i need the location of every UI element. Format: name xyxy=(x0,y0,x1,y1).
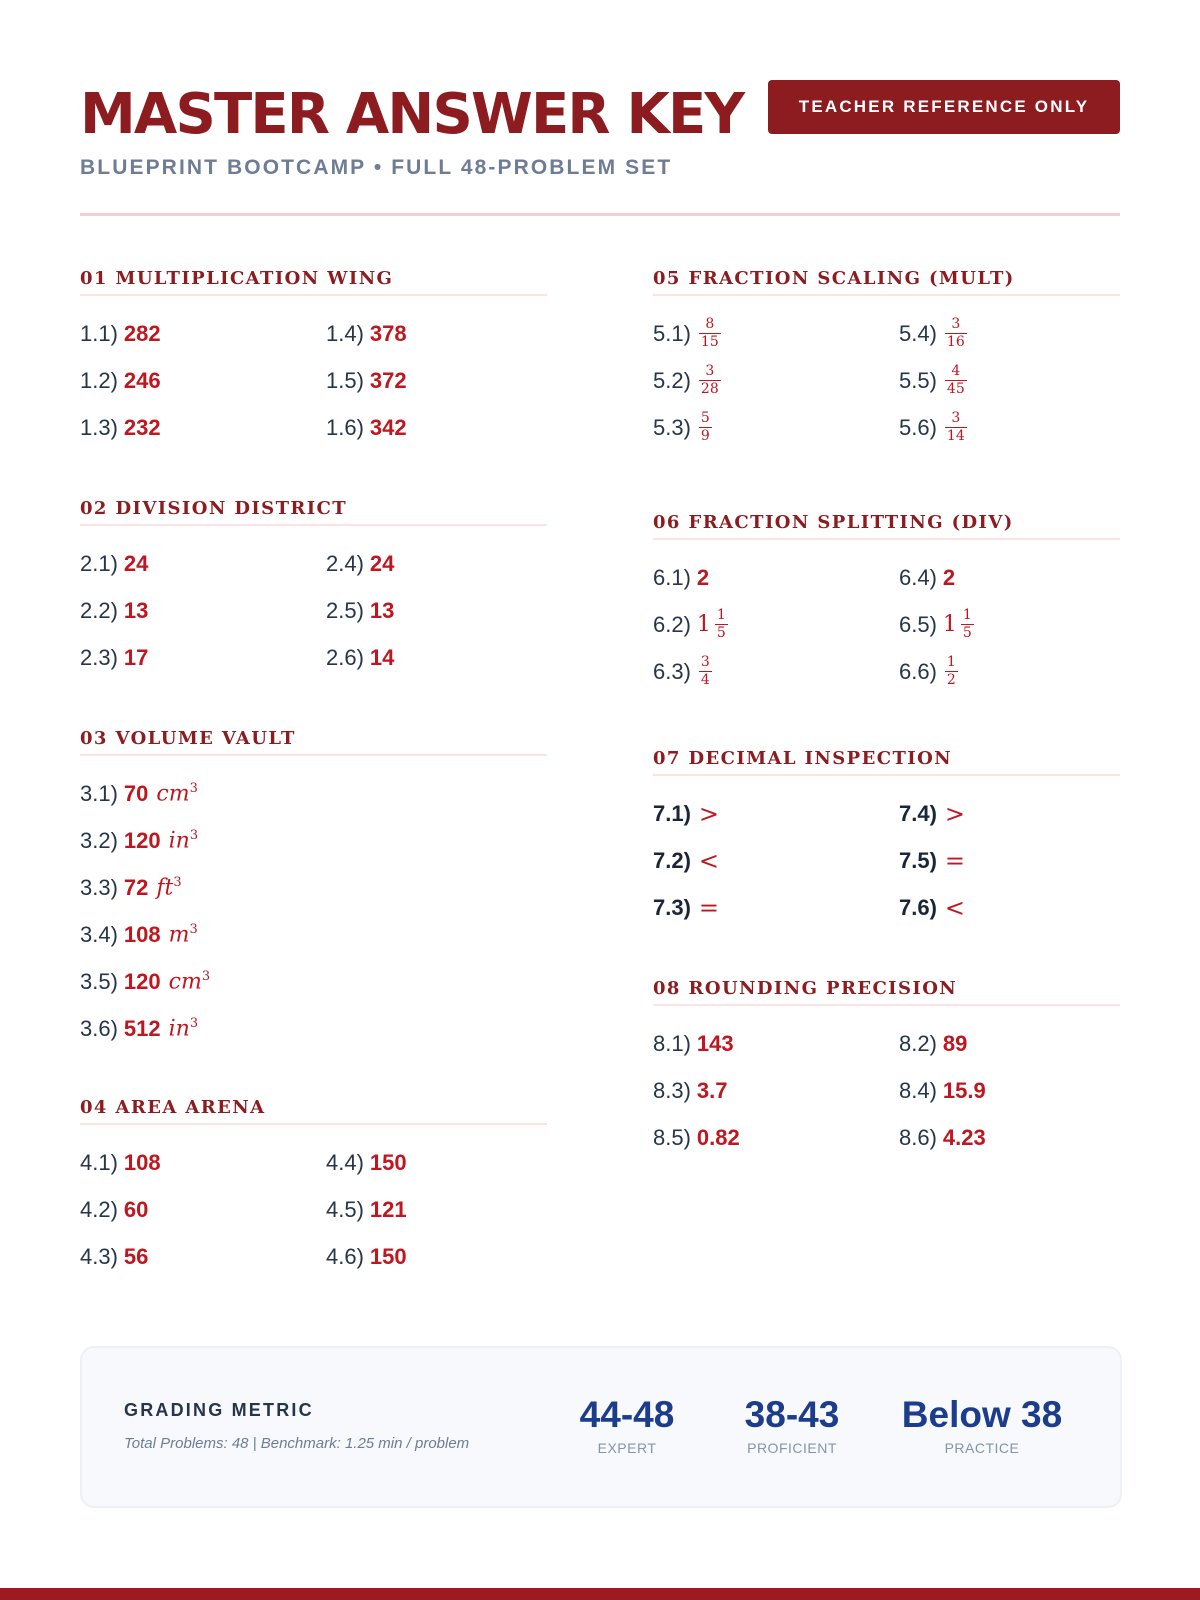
fraction-numerator: 1 xyxy=(962,607,972,623)
answer-label: 4.6) xyxy=(326,1243,364,1269)
answer-item xyxy=(80,770,547,817)
answer-item xyxy=(899,1020,1120,1067)
fraction-denominator: 15 xyxy=(700,334,719,350)
answer-value: 56 xyxy=(123,1243,149,1269)
answer-value: 24 xyxy=(369,550,395,576)
header-divider xyxy=(80,213,1120,216)
answer-item xyxy=(80,817,547,864)
answer-value: 0.82 xyxy=(696,1124,740,1150)
answer-item xyxy=(653,1114,899,1161)
answer-item xyxy=(326,404,547,451)
answer-item xyxy=(326,540,547,587)
answer-item xyxy=(653,554,899,601)
answer-value: 108 xyxy=(123,921,161,947)
answer-value: 17 xyxy=(123,644,149,670)
unit-text: m xyxy=(168,922,190,948)
answer-label: 2.3) xyxy=(80,644,118,670)
answer-label: 7.3) xyxy=(653,894,691,920)
answer-item xyxy=(899,884,1120,931)
answer-item xyxy=(326,1186,547,1233)
answer-label: 1.1) xyxy=(80,320,118,346)
answer-value: 3.7 xyxy=(696,1077,728,1103)
section-decimal-inspection xyxy=(653,748,1120,931)
fraction-denominator: 28 xyxy=(700,381,719,397)
comparison-symbol: = xyxy=(698,893,720,922)
answer-item xyxy=(653,1067,899,1114)
answer-label: 8.2) xyxy=(899,1030,937,1056)
answer-item xyxy=(80,357,326,404)
unit-exponent: 3 xyxy=(173,874,182,890)
answer-label: 1.2) xyxy=(80,367,118,393)
section-multiplication xyxy=(80,268,547,451)
fraction-denominator: 5 xyxy=(962,625,972,641)
section-division xyxy=(80,498,547,681)
answer-item xyxy=(80,540,326,587)
answer-value: 282 xyxy=(123,320,161,346)
answer-value: 120 xyxy=(123,968,161,994)
answer-label: 1.5) xyxy=(326,367,364,393)
section-title: 03 VOLUME VAULT xyxy=(80,728,547,756)
answer-item xyxy=(80,911,547,958)
tier-score: 44-48 xyxy=(579,1394,675,1435)
answer-value: 13 xyxy=(123,597,149,623)
unit-text: cm xyxy=(168,969,202,995)
unit-exponent: 3 xyxy=(189,780,198,796)
answer-label: 5.1) xyxy=(653,320,691,346)
section-fraction-scaling xyxy=(653,268,1120,451)
comparison-symbol: < xyxy=(698,846,720,875)
answer-item xyxy=(899,601,1120,648)
answer-value: 121 xyxy=(369,1196,407,1222)
mixed-whole: 1 xyxy=(696,612,711,637)
answer-label: 5.6) xyxy=(899,414,937,440)
fraction-numerator: 3 xyxy=(951,410,961,426)
answer-value: 2 xyxy=(696,564,710,590)
answer-label: 3.4) xyxy=(80,921,118,947)
answer-value: 14 xyxy=(369,644,395,670)
answer-item xyxy=(80,634,326,681)
answer-value: 70 xyxy=(123,780,149,806)
comparison-symbol: > xyxy=(944,799,966,828)
answer-fraction xyxy=(945,655,958,688)
answer-label: 4.4) xyxy=(326,1149,364,1175)
fraction-denominator: 9 xyxy=(700,428,710,444)
answer-value: 72 xyxy=(123,874,149,900)
answer-value: 232 xyxy=(123,414,161,440)
answer-grid xyxy=(80,310,547,451)
answer-item xyxy=(80,404,326,451)
answer-item xyxy=(80,1005,547,1052)
answer-label: 7.1) xyxy=(653,800,691,826)
answer-label: 8.1) xyxy=(653,1030,691,1056)
answer-item xyxy=(899,310,1120,357)
answer-item xyxy=(653,837,899,884)
tier-label: EXPERT xyxy=(597,1440,657,1456)
answer-item xyxy=(899,1114,1120,1161)
answer-item xyxy=(80,958,547,1005)
section-volume xyxy=(80,728,547,1052)
answer-item xyxy=(326,1139,547,1186)
answer-item xyxy=(80,864,547,911)
fraction-denominator: 16 xyxy=(946,334,965,350)
tier-score: Below 38 xyxy=(901,1394,1063,1435)
answer-item xyxy=(80,1139,326,1186)
answer-value: 512 xyxy=(123,1015,161,1041)
section-area xyxy=(80,1097,547,1280)
answer-item xyxy=(899,1067,1120,1114)
page-subtitle: BLUEPRINT BOOTCAMP • FULL 48-PROBLEM SET xyxy=(80,156,673,179)
fraction-numerator: 3 xyxy=(951,316,961,332)
answer-item xyxy=(653,884,899,931)
answer-item xyxy=(80,1233,326,1280)
answer-item xyxy=(899,554,1120,601)
answer-fraction xyxy=(699,411,712,444)
section-title: 07 DECIMAL INSPECTION xyxy=(653,748,1120,776)
answer-label: 8.4) xyxy=(899,1077,937,1103)
answer-item xyxy=(80,587,326,634)
answer-item xyxy=(653,404,899,451)
answer-unit xyxy=(169,922,198,947)
answer-label: 6.5) xyxy=(899,611,937,637)
tier-label: PRACTICE xyxy=(944,1440,1020,1456)
answer-label: 4.5) xyxy=(326,1196,364,1222)
answer-label: 7.6) xyxy=(899,894,937,920)
answer-grid xyxy=(653,1020,1120,1161)
fraction-denominator: 5 xyxy=(716,625,726,641)
answer-item xyxy=(653,1020,899,1067)
tier-label: PROFICIENT xyxy=(747,1440,837,1456)
answer-label: 4.2) xyxy=(80,1196,118,1222)
answer-fraction xyxy=(945,411,967,444)
answer-grid xyxy=(653,554,1120,695)
answer-value: 108 xyxy=(123,1149,161,1175)
answer-grid xyxy=(80,770,547,1052)
answer-fraction xyxy=(699,317,721,350)
answer-unit xyxy=(156,875,181,900)
answer-item xyxy=(80,310,326,357)
unit-text: in xyxy=(168,828,190,854)
answer-label: 3.6) xyxy=(80,1015,118,1041)
comparison-symbol: < xyxy=(944,893,966,922)
answer-value: 143 xyxy=(696,1030,734,1056)
answer-unit xyxy=(169,1016,199,1041)
answer-fraction xyxy=(945,364,967,397)
answer-label: 6.4) xyxy=(899,564,937,590)
answer-item xyxy=(899,837,1120,884)
fraction-numerator: 5 xyxy=(700,410,710,426)
answer-label: 8.6) xyxy=(899,1124,937,1150)
answer-label: 3.1) xyxy=(80,780,118,806)
section-fraction-splitting xyxy=(653,512,1120,695)
answer-fraction xyxy=(945,317,967,350)
answer-item xyxy=(326,587,547,634)
answer-item xyxy=(899,357,1120,404)
answer-item xyxy=(653,648,899,695)
answer-value: 378 xyxy=(369,320,407,346)
comparison-symbol: > xyxy=(698,799,720,828)
section-title: 06 FRACTION SPLITTING (DIV) xyxy=(653,512,1120,540)
grading-metric-box xyxy=(80,1346,1122,1508)
answer-item xyxy=(653,601,899,648)
fraction-denominator: 14 xyxy=(946,428,965,444)
section-title: 04 AREA ARENA xyxy=(80,1097,547,1125)
fraction-numerator: 4 xyxy=(951,363,961,379)
answer-unit xyxy=(169,969,210,994)
answer-value: 150 xyxy=(369,1243,407,1269)
unit-text: ft xyxy=(156,875,174,901)
answer-item xyxy=(899,648,1120,695)
fraction-numerator: 8 xyxy=(705,316,715,332)
section-rounding xyxy=(653,978,1120,1161)
fraction-numerator: 3 xyxy=(705,363,715,379)
answer-label: 2.4) xyxy=(326,550,364,576)
answer-item xyxy=(326,310,547,357)
answer-item xyxy=(326,1233,547,1280)
answer-label: 6.6) xyxy=(899,658,937,684)
answer-label: 1.6) xyxy=(326,414,364,440)
answer-fraction xyxy=(715,608,728,641)
page-title: MASTER ANSWER KEY xyxy=(80,82,744,147)
answer-label: 3.3) xyxy=(80,874,118,900)
answer-label: 6.3) xyxy=(653,658,691,684)
answer-label: 8.5) xyxy=(653,1124,691,1150)
answer-value: 60 xyxy=(123,1196,149,1222)
answer-label: 4.3) xyxy=(80,1243,118,1269)
fraction-denominator: 45 xyxy=(946,381,965,397)
tier-score: 38-43 xyxy=(744,1394,840,1435)
answer-value: 372 xyxy=(369,367,407,393)
answer-grid xyxy=(80,1139,547,1280)
answer-label: 5.2) xyxy=(653,367,691,393)
answer-value: 4.23 xyxy=(942,1124,986,1150)
answer-value: 13 xyxy=(369,597,395,623)
answer-item xyxy=(899,404,1120,451)
section-title: 05 FRACTION SCALING (MULT) xyxy=(653,268,1120,296)
fraction-denominator: 2 xyxy=(946,672,956,688)
answer-value: 342 xyxy=(369,414,407,440)
unit-exponent: 3 xyxy=(189,827,199,843)
answer-value: 15.9 xyxy=(942,1077,986,1103)
answer-label: 8.3) xyxy=(653,1077,691,1103)
comparison-symbol: = xyxy=(944,846,966,875)
grading-title: GRADING METRIC xyxy=(124,1400,314,1420)
tier-practice xyxy=(894,1394,1070,1456)
footer-bar xyxy=(0,1588,1200,1600)
answer-grid xyxy=(653,310,1120,451)
unit-exponent: 3 xyxy=(201,968,211,984)
answer-label: 5.3) xyxy=(653,414,691,440)
answer-item xyxy=(653,310,899,357)
answer-label: 1.4) xyxy=(326,320,364,346)
fraction-denominator: 4 xyxy=(700,672,710,688)
answer-value: 150 xyxy=(369,1149,407,1175)
section-title: 01 MULTIPLICATION WING xyxy=(80,268,547,296)
answer-item xyxy=(326,357,547,404)
answer-item xyxy=(326,634,547,681)
answer-label: 2.2) xyxy=(80,597,118,623)
section-title: 02 DIVISION DISTRICT xyxy=(80,498,547,526)
answer-fraction xyxy=(961,608,974,641)
answer-value: 2 xyxy=(942,564,956,590)
teacher-reference-badge: TEACHER REFERENCE ONLY xyxy=(768,80,1120,134)
answer-label: 7.5) xyxy=(899,847,937,873)
answer-label: 5.5) xyxy=(899,367,937,393)
answer-label: 7.4) xyxy=(899,800,937,826)
fraction-numerator: 3 xyxy=(700,654,710,670)
answer-grid xyxy=(80,540,547,681)
answer-item xyxy=(80,1186,326,1233)
answer-unit xyxy=(169,828,199,853)
answer-label: 3.5) xyxy=(80,968,118,994)
answer-label: 7.2) xyxy=(653,847,691,873)
answer-label: 5.4) xyxy=(899,320,937,346)
section-title: 08 ROUNDING PRECISION xyxy=(653,978,1120,1006)
answer-label: 4.1) xyxy=(80,1149,118,1175)
answer-fraction xyxy=(699,364,721,397)
answer-fraction xyxy=(699,655,712,688)
fraction-numerator: 1 xyxy=(946,654,956,670)
tier-proficient xyxy=(732,1394,852,1456)
mixed-whole: 1 xyxy=(942,612,957,637)
answer-label: 1.3) xyxy=(80,414,118,440)
answer-value: 24 xyxy=(123,550,149,576)
grading-note: Total Problems: 48 | Benchmark: 1.25 min / problem xyxy=(124,1435,470,1452)
answer-label: 3.2) xyxy=(80,827,118,853)
fraction-numerator: 1 xyxy=(716,607,726,623)
answer-label: 2.5) xyxy=(326,597,364,623)
answer-label: 6.1) xyxy=(653,564,691,590)
answer-item xyxy=(653,357,899,404)
unit-exponent: 3 xyxy=(189,921,198,937)
answer-unit xyxy=(156,781,197,806)
answer-label: 2.1) xyxy=(80,550,118,576)
answer-grid xyxy=(653,790,1120,931)
answer-value: 120 xyxy=(123,827,161,853)
answer-item xyxy=(899,790,1120,837)
unit-text: cm xyxy=(156,781,190,807)
unit-exponent: 3 xyxy=(189,1015,199,1031)
answer-value: 246 xyxy=(123,367,161,393)
unit-text: in xyxy=(168,1016,190,1042)
answer-label: 6.2) xyxy=(653,611,691,637)
answer-label: 2.6) xyxy=(326,644,364,670)
answer-item xyxy=(653,790,899,837)
answer-value: 89 xyxy=(942,1030,968,1056)
tier-expert xyxy=(572,1394,682,1456)
